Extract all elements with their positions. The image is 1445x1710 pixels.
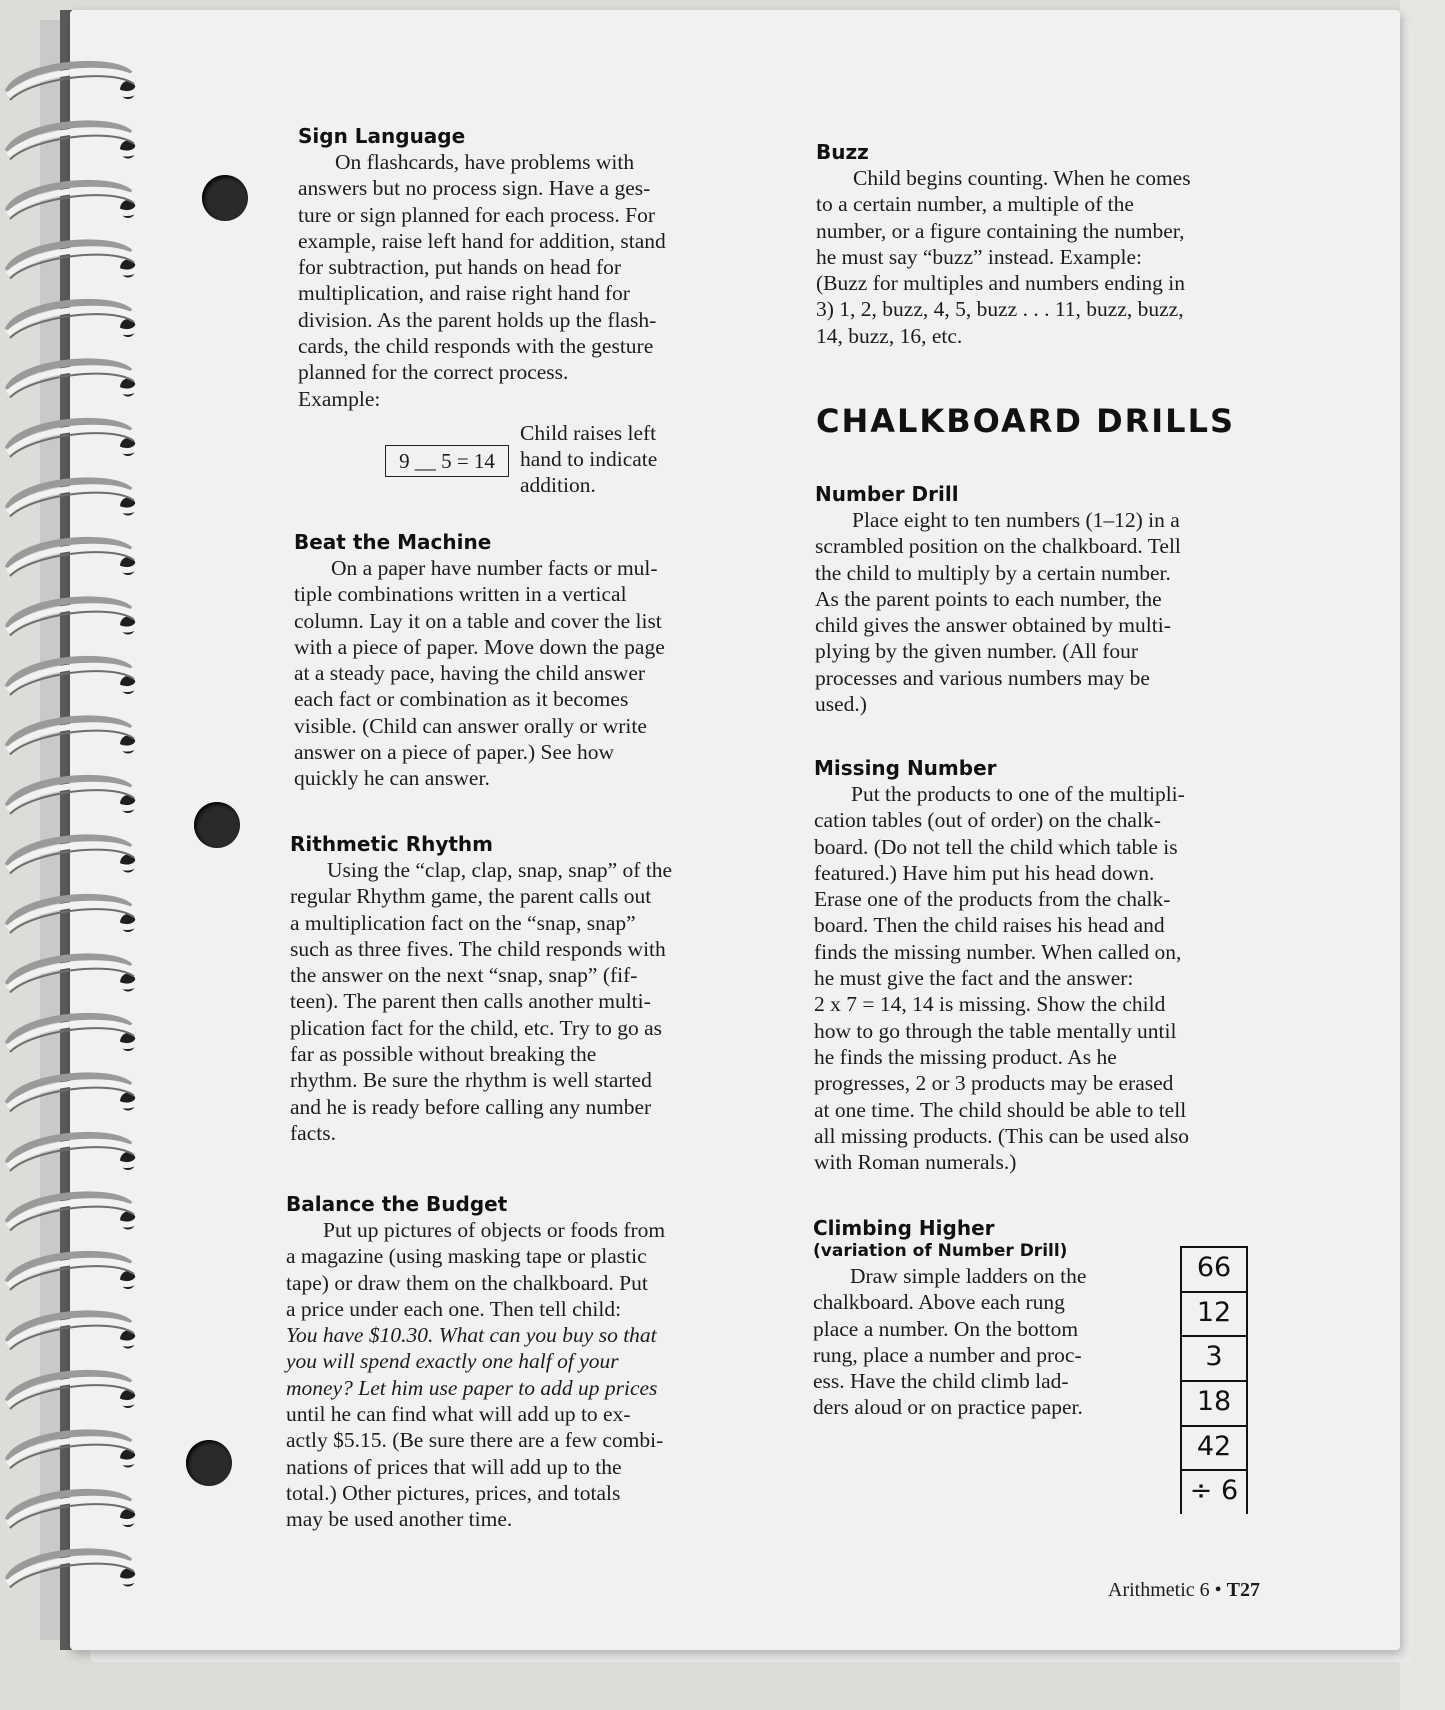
text-line: planned for the correct process. [298,360,569,385]
spiral-coil [8,897,138,933]
text-line: answers but no process sign. Have a ges- [298,176,651,201]
climbing-higher-section [813,1216,1173,1421]
number-drill-body [815,507,1305,717]
number-drill-section [815,482,1305,717]
text-line: at one time. The child should be able to tell [814,1097,1187,1122]
ladder-number: ÷ 6 [1189,1475,1239,1507]
missing-number-body [814,781,1314,1175]
text-line: On flashcards, have problems with [335,150,635,174]
text-line: quickly he can answer. [294,766,490,791]
text-line: ess. Have the child climb lad- [813,1369,1069,1394]
text-line: 2 x 7 = 14, 14 is missing. Show the child [814,992,1166,1017]
text-line: featured.) Have him put his head down. [814,860,1155,885]
text-line: cards, the child responds with the gesture [298,334,654,359]
ladder-number: 42 [1196,1430,1232,1462]
text-line: cation tables (out of order) on the chalk- [814,808,1161,833]
example-note [520,420,720,498]
text-line: ders aloud or on practice paper. [813,1395,1083,1420]
sign-language-heading: Sign Language [298,124,466,148]
text-line: Place eight to ten numbers (1–12) in a [852,508,1180,532]
buzz-body [816,165,1306,349]
spiral-coil [8,719,138,755]
spiral-coil [8,778,138,814]
text-line: the child to multiply by a certain number. [815,560,1171,585]
text-line: with a piece of paper. Move down the page [294,634,665,659]
text-line: plying by the given number. (All four [815,639,1139,664]
text-line: division. As the parent holds up the flash- [298,307,657,332]
text-line: visible. (Child can answer orally or write [294,713,647,738]
text-line: until he can find what will add up to ex- [286,1402,631,1427]
example-note-line: addition. [520,473,596,497]
text-line: you will spend exactly one half of your [286,1349,619,1374]
text-line: plication fact for the child, etc. Try to go as [290,1015,662,1040]
text-line: ture or sign planned for each process. For [298,202,656,227]
footer-book-title: Arithmetic 6 • [1108,1579,1227,1601]
left-column [298,124,778,412]
text-line: column. Lay it on a table and cover the list [294,608,662,633]
balance-the-budget-heading: Balance the Budget [286,1192,508,1216]
text-line: board. (Do not tell the child which table is [814,834,1178,859]
text-line: for subtraction, put hands on head for [298,255,622,280]
example-note-line: Child raises left [520,421,657,445]
text-line: all missing products. (This can be used also [814,1123,1189,1148]
text-line: place a number. On the bottom [813,1316,1079,1341]
buzz-heading: Buzz [816,140,869,164]
rithmetic-rhythm-section [290,832,780,1146]
text-line: You have $10.30. What can you buy so that [286,1323,657,1348]
text-line: Using the “clap, clap, snap, snap” of the [327,858,673,882]
text-line: As the parent points to each number, the [815,586,1162,611]
ladder-rung [1182,1469,1246,1471]
ladder-number: 66 [1196,1252,1232,1283]
ladder-number: 18 [1196,1386,1232,1417]
spiral-coil [8,1076,138,1112]
number-drill-heading: Number Drill [815,482,959,506]
text-line: number, or a figure containing the number, [816,218,1185,243]
text-line: Child begins counting. When he comes [853,166,1191,190]
text-line: On a paper have number facts or mul- [331,556,658,580]
spiral-coil [8,1135,138,1171]
ladder-rung [1182,1380,1246,1382]
text-line: tiple combinations written in a vertical [294,582,627,607]
text-line: multiplication, and raise right hand for [298,281,630,306]
text-line: answer on a piece of paper.) See how [294,740,614,765]
spiral-coil [8,1314,138,1350]
text-line: and he is ready before calling any number [290,1094,652,1119]
text-line: example, raise left hand for addition, stand [298,228,666,253]
ladder-rung [1182,1291,1246,1293]
spiral-coil [8,421,138,457]
text-line: tape) or draw them on the chalkboard. Put [286,1270,648,1295]
missing-number-section [814,756,1314,1175]
text-line: rung, place a number and proc- [813,1342,1082,1367]
text-line: chalkboard. Above each rung [813,1290,1065,1315]
spiral-coil [8,600,138,636]
spiral-coil [8,1373,138,1409]
climbing-higher-subheading: (variation of Number Drill) [813,1241,1068,1261]
text-line: to a certain number, a multiple of the [816,192,1134,217]
chalkboard-drills-title: CHALKBOARD DRILLS [816,402,1235,440]
spiral-coil [8,243,138,279]
spiral-coil [8,540,138,576]
text-line: at a steady pace, having the child answer [294,661,646,686]
text-line: he must give the fact and the answer: [814,966,1134,991]
text-line: how to go through the table mentally until [814,1018,1177,1043]
ladder-number: 3 [1205,1341,1223,1373]
page-footer [1108,1579,1260,1602]
spiral-coil [8,64,138,100]
text-line: Put up pictures of objects or foods from [323,1218,666,1242]
text-line: facts. [290,1120,336,1145]
ladder-rung [1182,1335,1246,1337]
text-line: money? Let him use paper to add up prices [286,1375,658,1400]
text-line: nations of prices that will add up to the [286,1454,622,1479]
text-line: Draw simple ladders on the [850,1264,1087,1288]
spiral-coil [8,1433,138,1469]
text-line: he finds the missing product. As he [814,1044,1117,1069]
text-line: 3) 1, 2, buzz, 4, 5, buzz . . . 11, buzz, buzz, [816,297,1184,322]
beat-the-machine-body [294,555,784,792]
punch-hole-top [202,175,248,221]
text-line: a price under each one. Then tell child: [286,1296,622,1321]
text-line: rhythm. Be sure the rhythm is well started [290,1068,652,1093]
text-line: actly $5.15. (Be sure there are a few combi- [286,1428,664,1453]
example-problem: 9 __ 5 = 14 [399,449,495,473]
text-line: child gives the answer obtained by multi- [815,613,1171,638]
spiral-coil [8,1195,138,1231]
ladder-diagram [1180,1246,1248,1514]
text-line: Put the products to one of the multipli- [851,782,1185,806]
punch-hole-middle [194,802,240,848]
text-line: finds the missing number. When called on, [814,939,1182,964]
spiral-binding [0,50,160,1650]
text-line: a multiplication fact on the “snap, snap” [290,910,636,935]
punch-hole-bottom [186,1440,232,1486]
rithmetic-rhythm-heading: Rithmetic Rhythm [290,832,494,856]
spiral-coil [8,659,138,695]
text-line: the answer on the next “snap, snap” (fif- [290,963,638,988]
spiral-coil [8,1016,138,1052]
chalkboard-drills-title-wrap [816,402,1235,440]
example-problem-box [385,445,509,477]
text-line: may be used another time. [286,1507,513,1532]
spiral-coil [8,1552,138,1588]
spiral-coil [8,362,138,398]
text-line: regular Rhythm game, the parent calls out [290,884,652,909]
spiral-coil [8,183,138,219]
balance-the-budget-body [286,1217,776,1533]
spiral-coil [8,838,138,874]
spiral-coil [8,481,138,517]
text-line: 14, buzz, 16, etc. [816,323,963,348]
text-line: a magazine (using masking tape or plastic [286,1244,647,1269]
text-line: each fact or combination as it becomes [294,687,629,712]
text-line: Example: [298,386,381,411]
page-number: T27 [1226,1579,1260,1601]
text-line: (Buzz for multiples and numbers ending in [816,271,1186,296]
text-line: total.) Other pictures, prices, and totals [286,1480,621,1505]
text-line: processes and various numbers may be [815,665,1150,690]
missing-number-heading: Missing Number [814,756,997,780]
rithmetic-rhythm-body [290,857,780,1146]
text-line: teen). The parent then calls another multi- [290,989,651,1014]
buzz-section [816,140,1306,349]
text-line: progresses, 2 or 3 products may be erased [814,1071,1174,1096]
spiral-coil [8,1492,138,1528]
text-line: scrambled position on the chalkboard. Tell [815,534,1181,559]
text-line: such as three fives. The child responds with [290,936,666,961]
ladder-rung [1182,1246,1246,1248]
balance-the-budget-section [286,1192,776,1533]
spiral-coil [8,302,138,338]
ladder-number: 12 [1196,1296,1232,1328]
climbing-higher-heading: Climbing Higher [813,1216,995,1240]
text-line: he must say “buzz” instead. Example: [816,244,1142,269]
beat-the-machine-section [294,530,784,792]
text-line: board. Then the child raises his head and [814,913,1165,938]
sign-language-body [298,149,778,412]
spiral-coil [8,1254,138,1290]
text-line: with Roman numerals.) [814,1150,1017,1175]
text-line: used.) [815,692,867,717]
beat-the-machine-heading: Beat the Machine [294,530,492,554]
text-line: far as possible without breaking the [290,1042,597,1067]
text-line: Erase one of the products from the chalk- [814,887,1171,912]
example-note-line: hand to indicate [520,447,658,471]
ladder-rung [1182,1425,1246,1427]
spiral-coil [8,124,138,160]
climbing-higher-body [813,1263,1173,1421]
spiral-coil [8,957,138,993]
